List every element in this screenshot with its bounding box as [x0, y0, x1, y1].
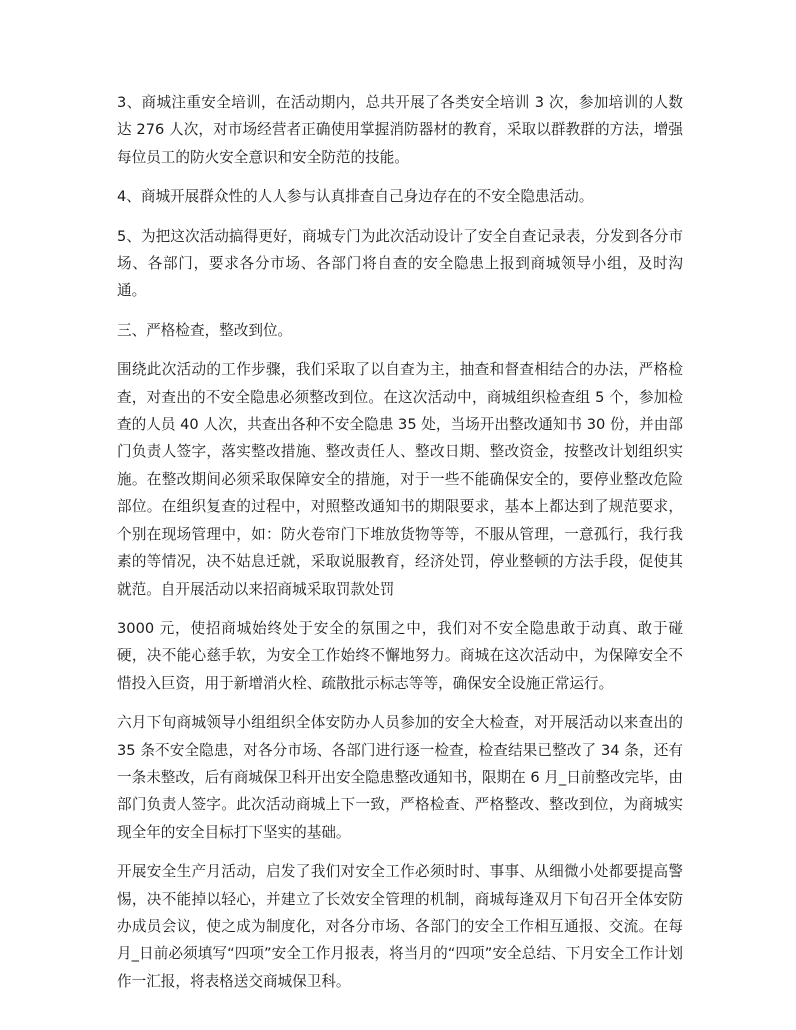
paragraph-training: 3、商城注重安全培训，在活动期内，总共开展了各类安全培训 3 次，参加培训的人数达 276 人次，对市场经营者正确使用掌握消防器材的教育，采取以群教群的方法，增强每位员工的防火安全意识和安全防范的技能。 — [117, 94, 683, 166]
paragraph-safety-month: 开展安全生产月活动，启发了我们对安全工作必须时时、事事、从细微小处都要提高警惕，决不能掉以轻心，并建立了长效安全管理的机制，商城每逢双月下旬召开全体安防办成员会议，使之成为制度化，对各分市场、各部门的安全工作相互通报、交流。在每月_日前必须填写“四项”安全工作月报表，将当月的“四项”安全总结、下月安全工作计划作一汇报，将表格送交商城保卫科。 — [117, 863, 683, 990]
paragraph-record-form: 5、为把这次活动搞得更好，商城专门为此次活动设计了安全自查记录表，分发到各分市场、各部门，要求各分市场、各部门将自查的安全隐患上报到商城领导小组，及时沟通。 — [117, 227, 683, 300]
paragraph-june-inspection: 六月下旬商城领导小组组织全体安防办人员参加的安全大检查，对开展活动以来查出的 35 条不安全隐患，对各分市场、各部门进行逐一检查，检查结果已整改了 34 条，还有一条未整改，后有商城保卫科开出安全隐患整改通知书，限期在 6 月_日前整改完毕，由部门负责人签字。此次活动商城上下一致，严格检查、严格整改、整改到位，为商城实现全年的安全目标打下坚实的基础。 — [117, 714, 683, 841]
paragraph-fine-investment: 3000 元，使招商城始终处于安全的氛围之中，我们对不安全隐患敢于动真、敢于碰硬，决不能心慈手软，为安全工作始终不懈地努力。商城在这次活动中，为保障安全不惜投入巨资，用于新增消火栓、疏散批示标志等等，确保安全设施正常运行。 — [117, 619, 683, 692]
document-body — [117, 89, 683, 1007]
paragraph-self-check: 4、商城开展群众性的人人参与认真排查自己身边存在的不安全隐患活动。 — [117, 188, 594, 206]
paragraph-inspection-details: 围绕此次活动的工作步骤，我们采取了以自查为主，抽查和督查相结合的办法，严格检查，对查出的不安全隐患必须整改到位。在这次活动中，商城组织检查组 5 个，参加检查的人员 40 人次，共查出各种不安全隐患 35 处，当场开出整改通知书 30 份，并由部门负责人签字，落实整改措施、整改责任人、整改日期、整改资金，按整改计划组织实施。在整改期间必须采取保障安全的措施，对于一些不能确保安全的，要停业整改危险部位。在组织复查的过程中，对照整改通知书的期限要求，基本上都达到了规范要求，个别在现场管理中，如：防火卷帘门下堆放货物等等，不服从管理，一意孤行，我行我素的等情况，决不姑息迁就，采取说服教育，经济处罚，停业整顿的方法手段，促使其就范。自开展活动以来招商城采取罚款处罚 — [117, 361, 683, 598]
section-heading-inspection: 三、严格检查，整改到位。 — [117, 321, 293, 339]
